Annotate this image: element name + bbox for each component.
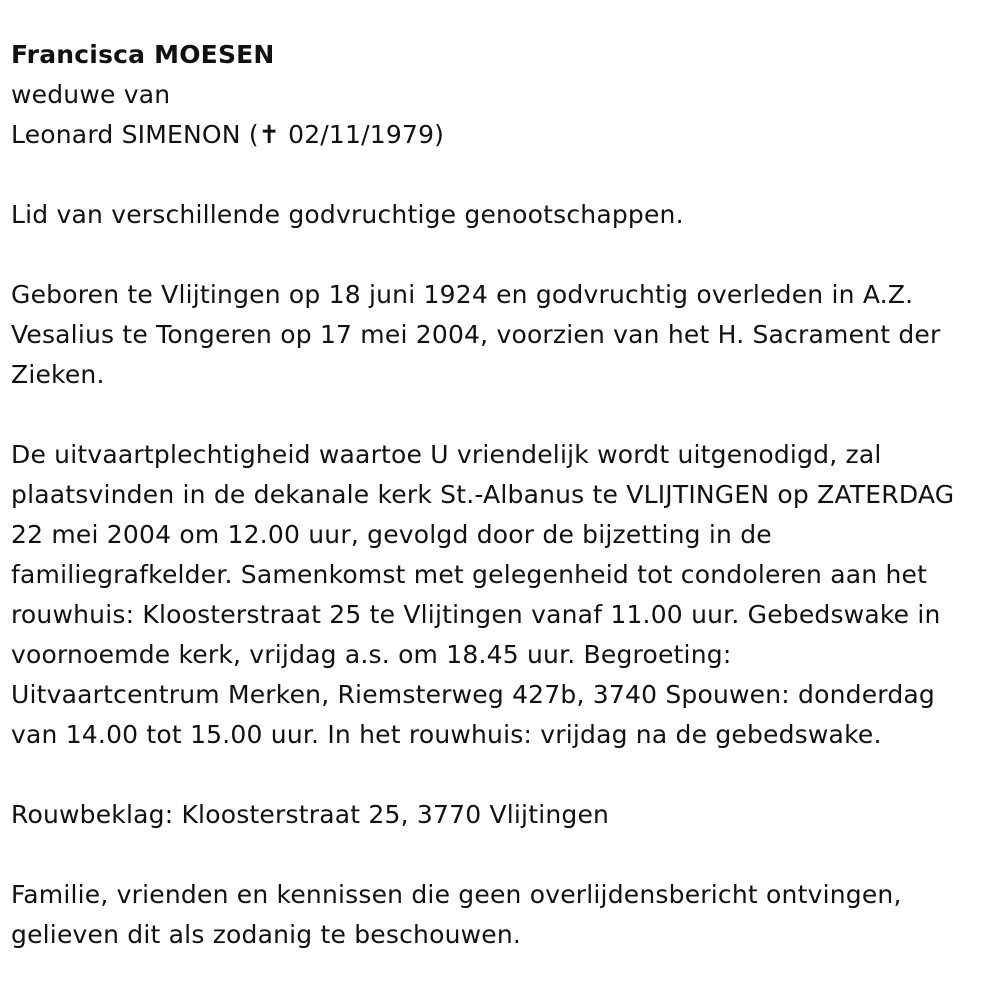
spacer [11, 835, 991, 875]
funeral-line: 22 mei 2004 om 12.00 uur, gevolgd door de bijzetting in de [11, 520, 772, 549]
spouse-line [11, 115, 991, 155]
closing-line: gelieven dit als zodanig te beschouwen. [11, 920, 522, 949]
funeral-line: rouwhuis: Kloosterstraat 25 te Vlijtingen vanaf 11.00 uur. Gebedswake in [11, 600, 941, 629]
spacer [11, 235, 991, 275]
relation-text: weduwe van [11, 80, 171, 109]
funeral-line: van 14.00 tot 15.00 uur. In het rouwhuis: vrijdag na de gebedswake. [11, 720, 882, 749]
funeral-line: plaatsvinden in de dekanale kerk St.-Albanus te VLIJTINGEN op ZATERDAG [11, 480, 955, 509]
spacer [11, 755, 991, 795]
birth-death-line: Vesalius te Tongeren op 17 mei 2004, voorzien van het H. Sacrament der [11, 320, 941, 349]
mourning-address: Rouwbeklag: Kloosterstraat 25, 3770 Vlijtingen [11, 800, 610, 829]
spacer [11, 395, 991, 435]
funeral-line: familiegrafkelder. Samenkomst met gelegenheid tot condoleren aan het [11, 560, 928, 589]
funeral-line: voornoemde kerk, vrijdag a.s. om 18.45 uur. Begroeting: [11, 640, 732, 669]
obituary-notice [11, 0, 991, 955]
deceased-name: Francisca MOESEN [11, 40, 275, 69]
birth-death-line: Zieken. [11, 360, 105, 389]
spouse-name: Leonard SIMENON ( [11, 120, 259, 149]
funeral-line: De uitvaartplechtigheid waartoe U vriendelijk wordt uitgenodigd, zal [11, 440, 882, 469]
closing-line: Familie, vrienden en kennissen die geen overlijdensbericht ontvingen, [11, 880, 902, 909]
funeral-line: Uitvaartcentrum Merken, Riemsterweg 427b, 3740 Spouwen: donderdag [11, 680, 935, 709]
spacer [11, 155, 991, 195]
spouse-death-date: 02/11/1979) [279, 120, 445, 149]
membership-text: Lid van verschillende godvruchtige genootschappen. [11, 200, 684, 229]
cross-icon: ✝ [258, 120, 280, 149]
birth-death-line: Geboren te Vlijtingen op 18 juni 1924 en godvruchtig overleden in A.Z. [11, 280, 914, 309]
